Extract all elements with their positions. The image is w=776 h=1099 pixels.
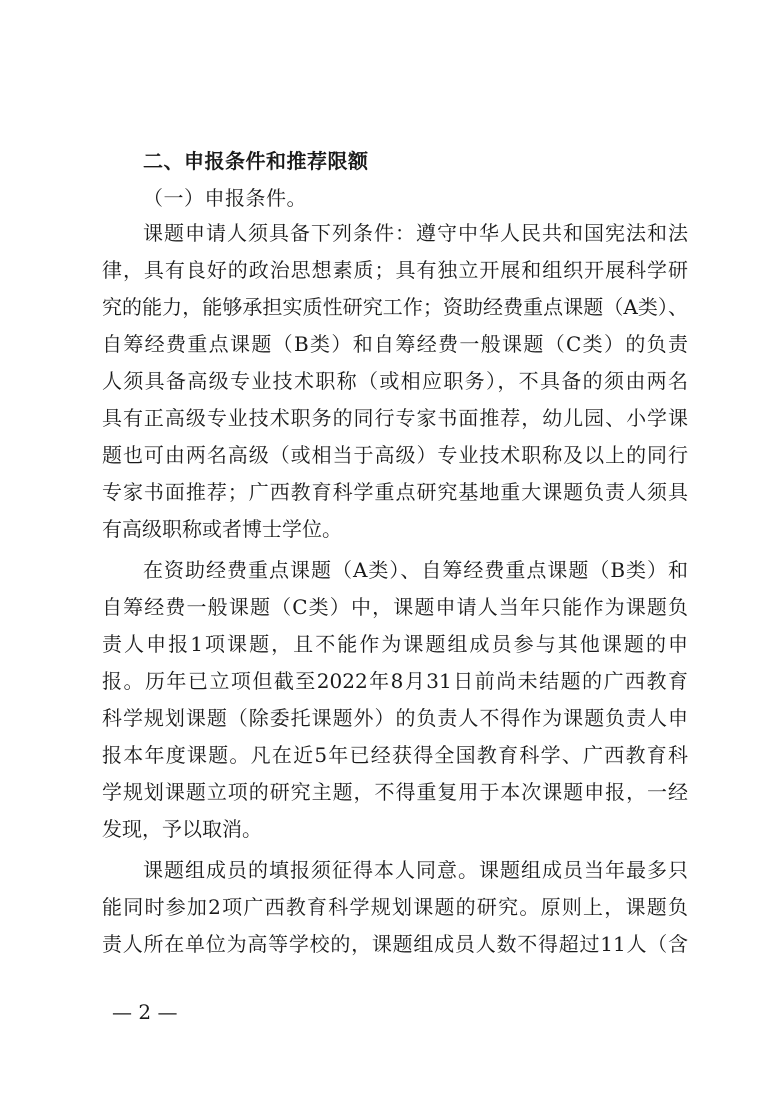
paragraph-2-line-4: 报。历年已立项但截至2022年8月31日前尚未结题的广西教育 bbox=[102, 669, 688, 693]
subsection-heading: （一）申报条件。 bbox=[143, 186, 307, 210]
paragraph-2-line-8: 发现，予以取消。 bbox=[102, 817, 262, 841]
paragraph-2-line-2: 自筹经费一般课题（C类）中，课题申请人当年只能作为课题负 bbox=[102, 595, 688, 619]
paragraph-1-line-2: 律，具有良好的政治思想素质；具有独立开展和组织开展科学研 bbox=[102, 258, 688, 282]
paragraph-1-line-3: 究的能力，能够承担实质性研究工作；资助经费重点课题（A类）、 bbox=[102, 295, 688, 319]
paragraph-1-line-4: 自筹经费重点课题（B类）和自筹经费一般课题（C类）的负责 bbox=[102, 332, 688, 356]
paragraph-3-line-1: 课题组成员的填报须征得本人同意。课题组成员当年最多只 bbox=[143, 858, 688, 882]
paragraph-3-line-2: 能同时参加2项广西教育科学规划课题的研究。原则上，课题负 bbox=[102, 895, 688, 919]
paragraph-2-line-3: 责人申报1项课题，且不能作为课题组成员参与其他课题的申 bbox=[102, 632, 688, 656]
paragraph-1-line-1: 课题申请人须具备下列条件：遵守中华人民共和国宪法和法 bbox=[143, 221, 688, 245]
paragraph-1-line-6: 具有正高级专业技术职务的同行专家书面推荐，幼儿园、小学课 bbox=[102, 406, 688, 430]
paragraph-1-line-7: 题也可由两名高级（或相当于高级）专业技术职称及以上的同行 bbox=[102, 443, 688, 467]
section-heading: 二、申报条件和推荐限额 bbox=[143, 149, 369, 173]
paragraph-3-line-3: 责人所在单位为高等学校的，课题组成员人数不得超过11人（含 bbox=[102, 932, 688, 956]
paragraph-2-line-1: 在资助经费重点课题（A类）、自筹经费重点课题（B类）和 bbox=[143, 558, 688, 582]
paragraph-1-line-8: 专家书面推荐；广西教育科学重点研究基地重大课题负责人须具 bbox=[102, 480, 688, 504]
page-number: — 2 — bbox=[112, 1000, 178, 1024]
paragraph-2-line-5: 科学规划课题（除委托课题外）的负责人不得作为课题负责人申 bbox=[102, 706, 688, 730]
paragraph-1-line-5: 人须具备高级专业技术职称（或相应职务），不具备的须由两名 bbox=[102, 369, 688, 393]
paragraph-1-line-9: 有高级职称或者博士学位。 bbox=[102, 517, 342, 541]
paragraph-2-line-6: 报本年度课题。凡在近5年已经获得全国教育科学、广西教育科 bbox=[102, 743, 688, 767]
paragraph-2-line-7: 学规划课题立项的研究主题，不得重复用于本次课题申报，一经 bbox=[102, 780, 688, 804]
